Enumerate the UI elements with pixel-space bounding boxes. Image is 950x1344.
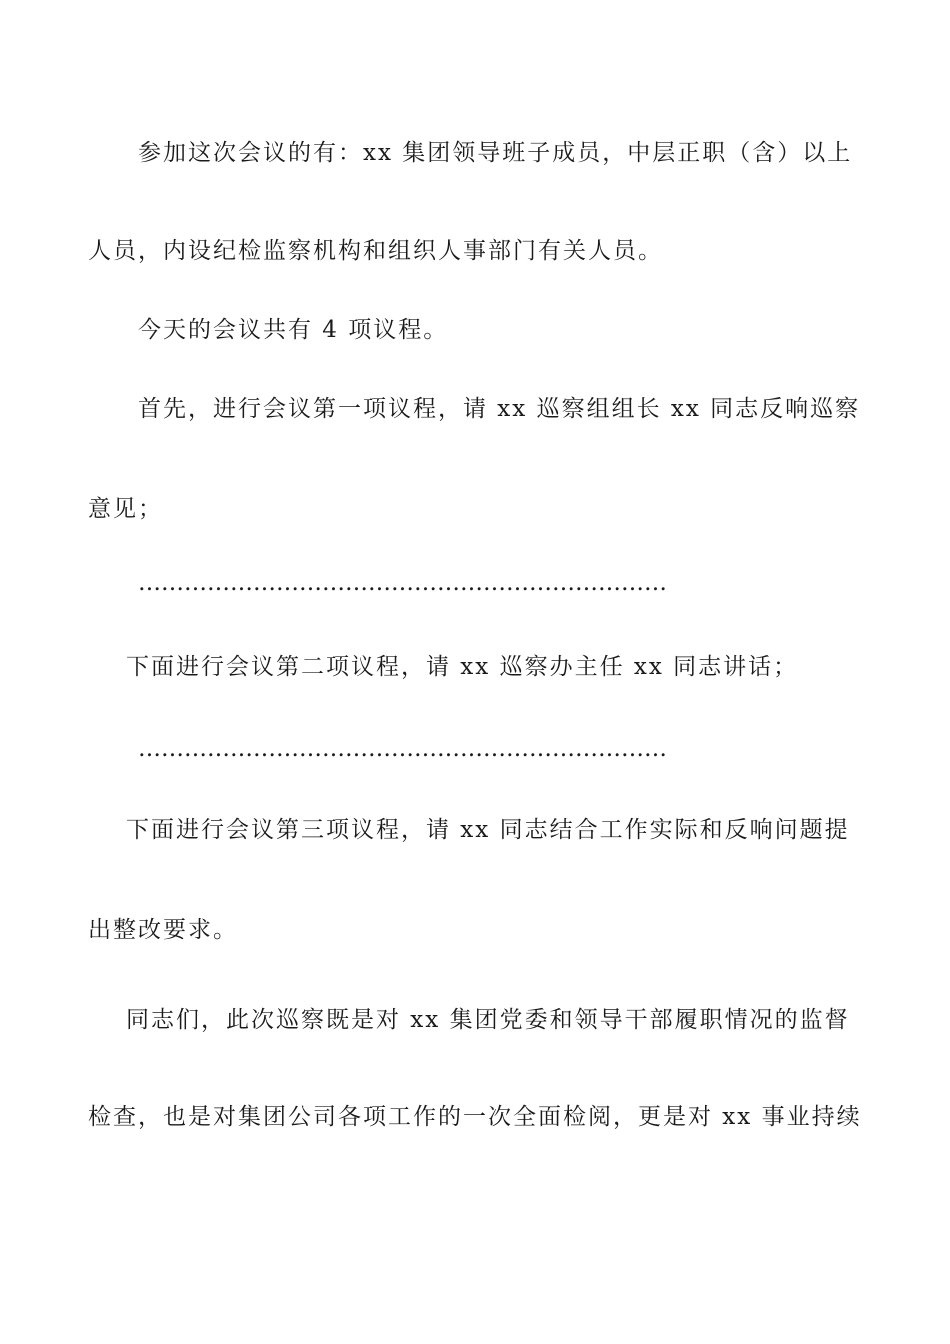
agenda-item-1-line-1: 首先，进行会议第一项议程，请 xx 巡察组组长 xx 同志反响巡察 (138, 396, 861, 422)
ellipsis-separator-2: …………………………………………………………… (138, 736, 667, 762)
attendees-line-1: 参加这次会议的有：xx 集团领导班子成员，中层正职（含）以上 (138, 140, 853, 166)
attendees-line-2: 人员，内设纪检监察机构和组织人事部门有关人员。 (88, 238, 663, 264)
ellipsis-separator-1: …………………………………………………………… (138, 570, 667, 596)
closing-line-1: 同志们，此次巡察既是对 xx 集团党委和领导干部履职情况的监督 (126, 1007, 850, 1033)
agenda-count-line: 今天的会议共有 4 项议程。 (138, 317, 449, 343)
agenda-item-2-line: 下面进行会议第二项议程，请 xx 巡察办主任 xx 同志讲话； (126, 654, 799, 680)
agenda-item-3-line-2: 出整改要求。 (88, 917, 238, 943)
agenda-item-1-line-2: 意见； (88, 496, 163, 522)
closing-line-2: 检查，也是对集团公司各项工作的一次全面检阅，更是对 xx 事业持续 (88, 1104, 862, 1130)
agenda-item-3-line-1: 下面进行会议第三项议程，请 xx 同志结合工作实际和反响问题提 (126, 817, 850, 843)
